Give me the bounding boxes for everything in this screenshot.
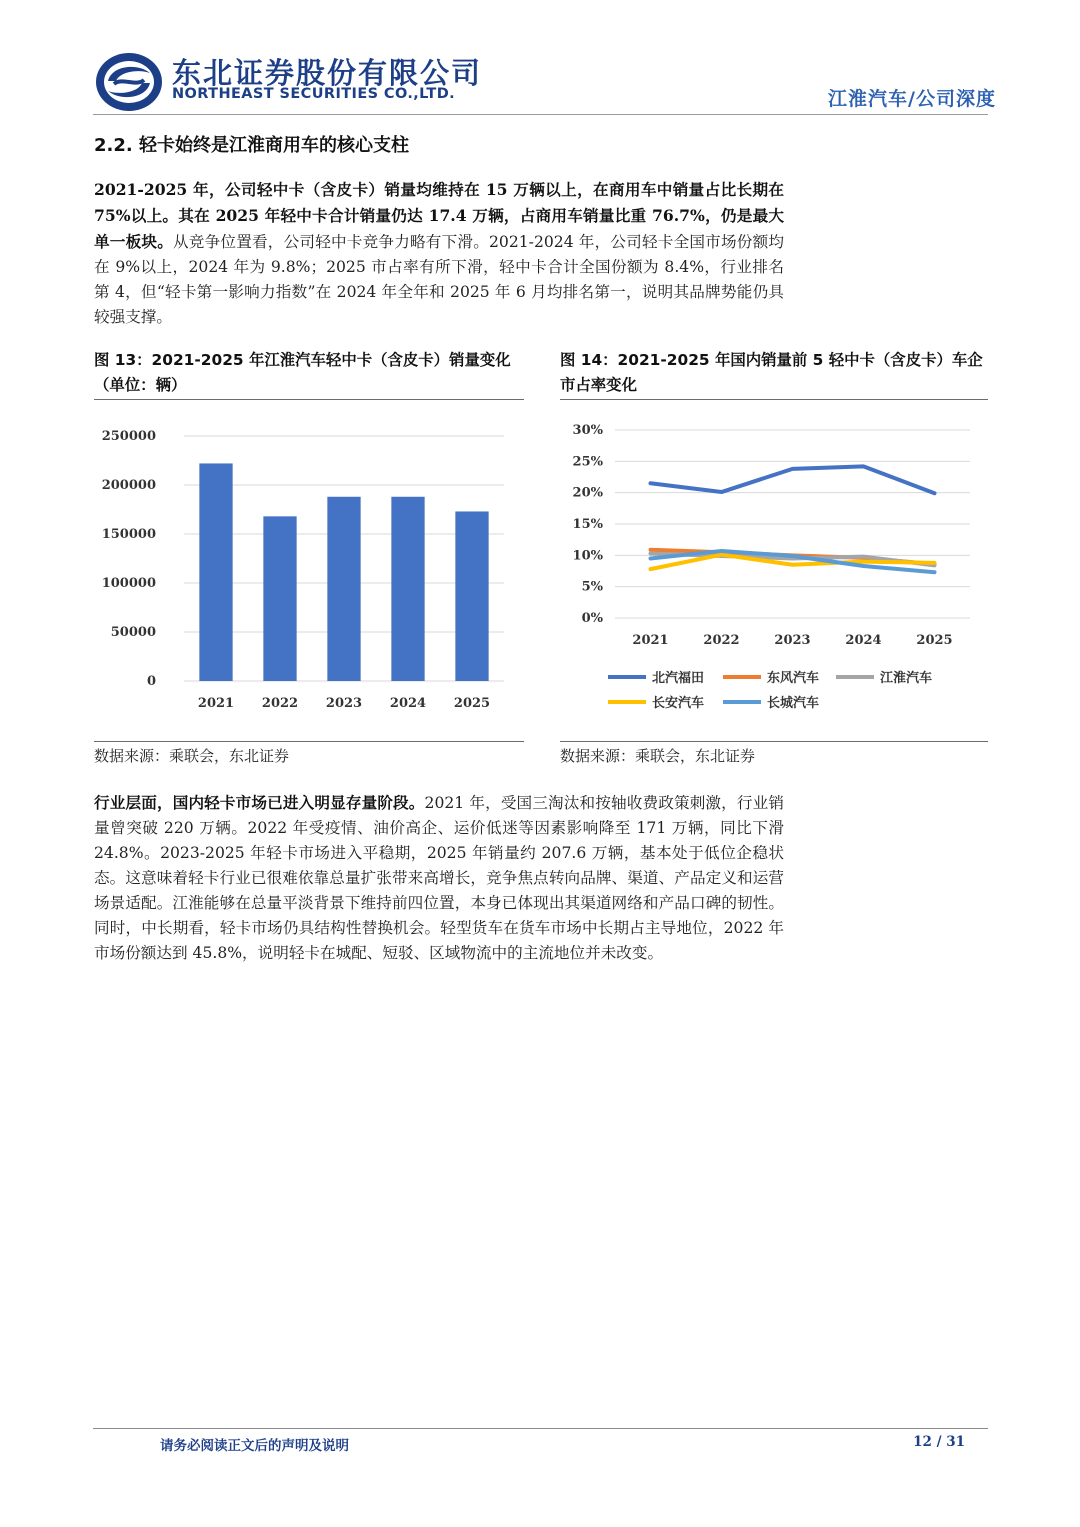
page-number: 12 / 31: [913, 1434, 965, 1450]
figure-13-bottom-rule: [94, 741, 524, 742]
industry-paragraph: [94, 790, 784, 966]
figure-13-bar-chart: [94, 408, 524, 738]
y-tick-label: 0%: [581, 611, 603, 626]
company-name-en: NORTHEAST SECURITIES CO.,LTD.: [172, 86, 456, 102]
y-tick-label: 200000: [101, 478, 156, 493]
y-tick-label: 10%: [572, 548, 603, 564]
intro-paragraph: [94, 177, 784, 330]
y-tick-label: 150000: [101, 527, 156, 542]
x-tick-label: 2025: [453, 696, 491, 711]
y-tick-label: 5%: [581, 579, 603, 595]
figure-14-line-chart: [560, 408, 988, 738]
y-tick-label: 250000: [101, 429, 156, 444]
bar-2024: [391, 497, 424, 681]
figure-14-top-rule: [560, 399, 988, 400]
x-tick-label: 2021: [632, 633, 669, 648]
series-line-1: [651, 466, 935, 493]
y-tick-label: 0: [146, 674, 156, 689]
bar-2023: [327, 497, 360, 681]
y-tick-label: 50000: [110, 625, 156, 640]
y-tick-label: 15%: [572, 517, 603, 532]
legend-label: 长安汽车: [652, 696, 705, 711]
x-tick-label: 2025: [916, 633, 953, 648]
bar-2022: [263, 516, 296, 681]
bar-2021: [199, 463, 232, 681]
header-divider: [93, 114, 988, 115]
legend-label: 江淮汽车: [880, 671, 933, 686]
footer-disclaimer: 请务必阅读正文后的声明及说明: [160, 1438, 349, 1454]
company-name-cn: 东北证券股份有限公司: [172, 56, 483, 90]
legend-label: 长城汽车: [767, 696, 820, 711]
x-tick-label: 2023: [774, 633, 811, 648]
legend-label: 东风汽车: [767, 671, 820, 686]
bar-2025: [455, 511, 488, 681]
section-title: 2.2. 轻卡始终是江淮商用车的核心支柱: [94, 135, 409, 156]
figure-13-top-rule: [94, 399, 524, 400]
x-tick-label: 2024: [845, 633, 882, 648]
x-tick-label: 2023: [325, 696, 363, 711]
intro-paragraph-text: 从竞争位置看，公司轻中卡竞争力略有下滑。2021-2024 年，公司轻卡全国市场份额均在 9%以上，2024 年为 9.8%；2025 市占率有所下滑，轻中卡合计全国份额为 8.4%，行业排名第 4，但“轻卡第一影响力指数”在 2024 年全年和 2025 年 6 月均排名第一，说明其品牌势能仍具较强支撑。: [94, 233, 784, 326]
intro-paragraph-bold: 2021-2025 年，公司轻中卡（含皮卡）销量均维持在 15 万辆以上，在商用车中销量占比长期在 75%以上。其在 2025 年轻中卡合计销量仍达 17.4 万辆，占商用车销量比重 76.7%，仍是最大单一板块。: [94, 180, 784, 251]
figure-14-caption: 图 14：2021-2025 年国内销量前 5 轻中卡（含皮卡）车企市占率变化: [560, 351, 983, 394]
y-tick-label: 20%: [572, 485, 603, 501]
x-tick-label: 2022: [261, 696, 299, 711]
figure-14-bottom-rule: [560, 741, 988, 742]
y-tick-label: 30%: [572, 423, 603, 438]
report-tag: 江淮汽车/公司深度: [828, 88, 996, 110]
x-tick-label: 2021: [197, 696, 235, 711]
x-tick-label: 2022: [703, 633, 740, 648]
company-logo-icon: [94, 51, 164, 113]
industry-paragraph-text: 2021 年，受国三淘汰和按轴收费政策刺激，行业销量曾突破 220 万辆。2022 年受疫情、油价高企、运价低迷等因素影响降至 171 万辆，同比下滑 24.8%。2023-2025 年轻卡市场进入平稳期，2025 年销量约 207.6 万辆，基本处于低位企稳状态。这意味着轻卡行业已很难依靠总量扩张带来高增长，竞争焦点转向品牌、渠道、产品定义和运营场景适配。江淮能够在总量平淡背景下维持前四位置，本身已体现出其渠道网络和产品口碑的韧性。同时，中长期看，轻卡市场仍具结构性替换机会。轻型货车在货车市场中长期占主导地位，2022 年市场份额达到 45.8%，说明轻卡在城配、短驳、区域物流中的主流地位并未改变。: [94, 794, 784, 962]
x-tick-label: 2024: [389, 696, 427, 711]
footer-divider: [93, 1428, 988, 1429]
figure-13-caption: 图 13：2021-2025 年江淮汽车轻中卡（含皮卡）销量变化（单位：辆）: [94, 351, 511, 394]
industry-paragraph-bold: 行业层面，国内轻卡市场已进入明显存量阶段。: [94, 793, 425, 812]
y-tick-label: 100000: [101, 576, 156, 591]
page-header: [0, 0, 1080, 125]
legend-label: 北汽福田: [652, 671, 705, 686]
y-tick-label: 25%: [572, 454, 603, 470]
figure-13-source: 数据来源：乘联会，东北证券: [94, 747, 290, 765]
figure-14-source: 数据来源：乘联会，东北证券: [560, 747, 756, 765]
